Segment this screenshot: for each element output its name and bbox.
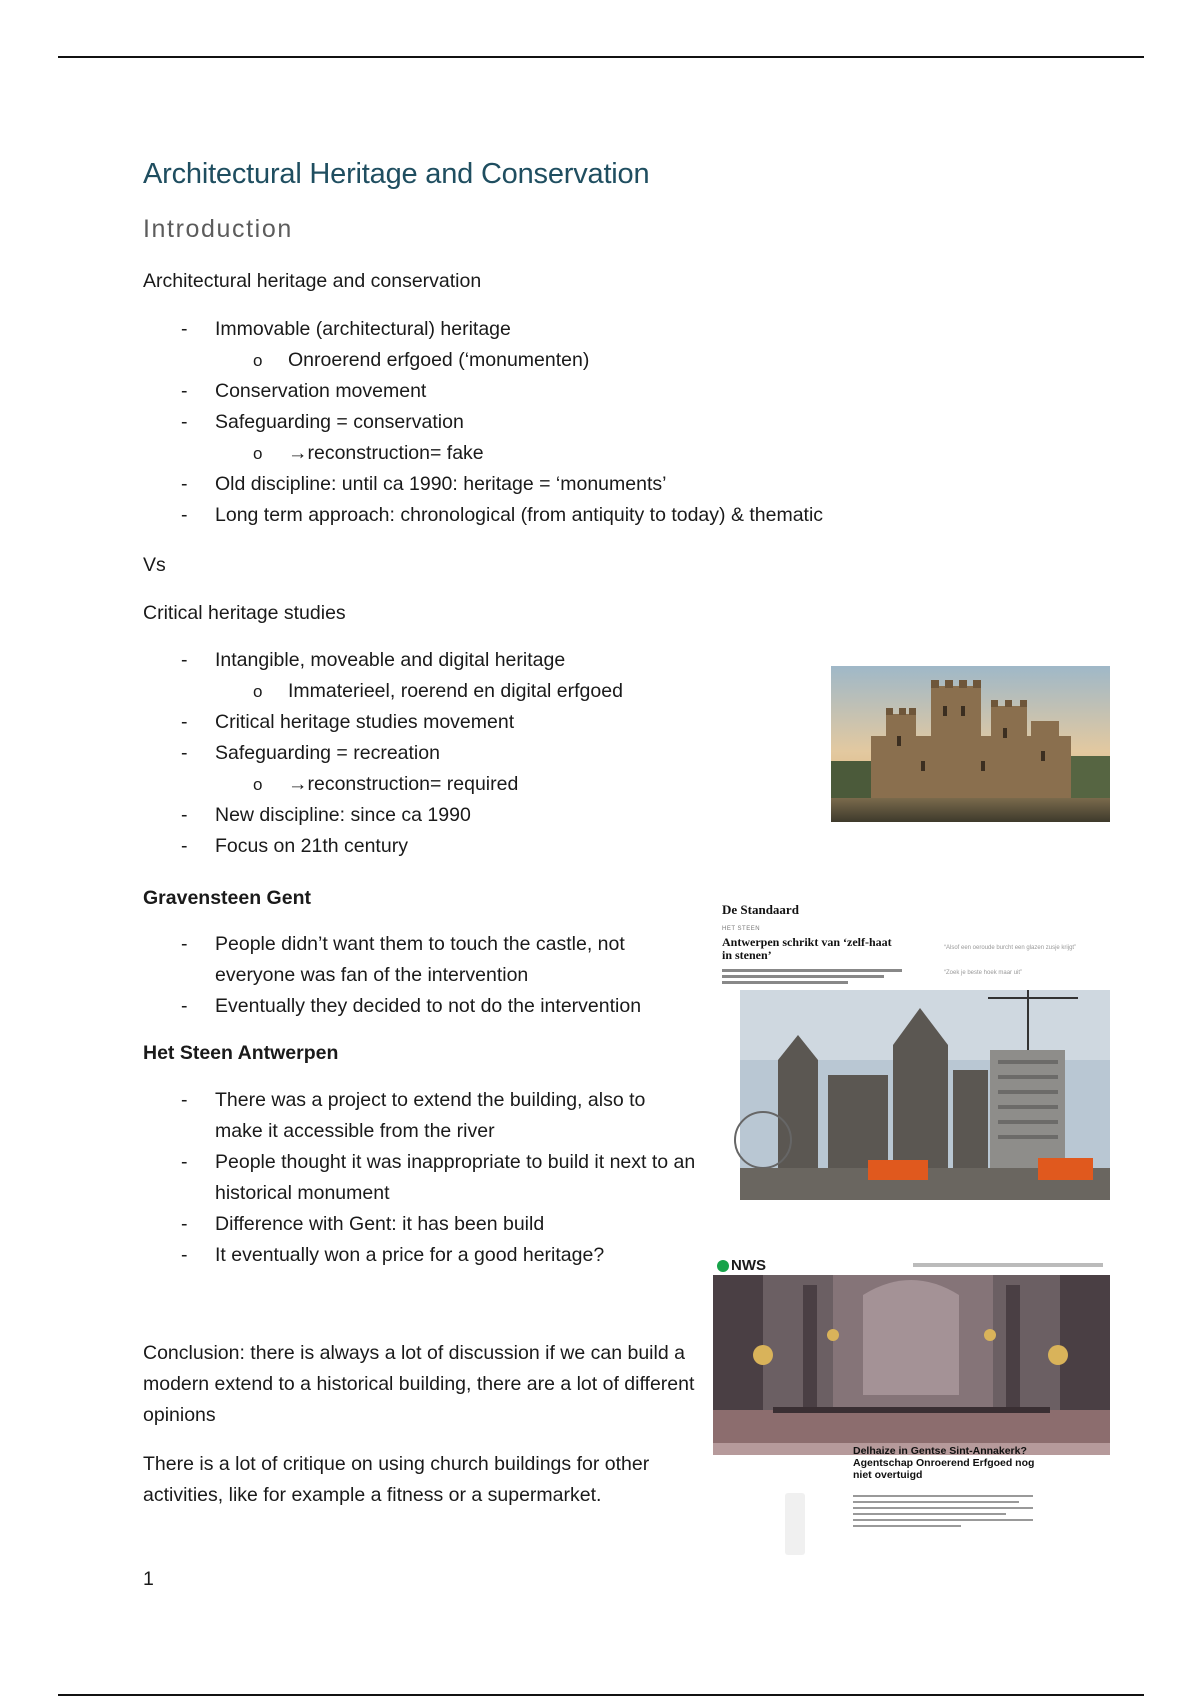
list-item-text: Safeguarding = recreation	[215, 742, 440, 764]
list-item	[143, 707, 823, 738]
bullet-marker: -	[181, 411, 188, 433]
bullet-marker: -	[181, 804, 188, 826]
list-item-text: New discipline: since ca 1990	[215, 804, 471, 826]
list-item-text: Long term approach: chronological (from antiquity to today) & thematic	[215, 504, 824, 526]
nws-share-bar	[785, 1493, 805, 1555]
list-item-text: Conservation movement	[215, 380, 427, 402]
list-item-text: Eventually they decided to not do the intervention	[215, 995, 642, 1017]
list-item-text: It eventually won a price for a good heritage?	[215, 1244, 605, 1266]
bullet-marker: -	[181, 1213, 188, 1235]
section1-list	[143, 314, 1043, 531]
bullet-marker: o	[253, 682, 263, 701]
list-item-text: →reconstruction= fake	[288, 442, 484, 464]
list-item-text: →reconstruction= required	[288, 773, 519, 795]
list-item-text: There was a project to extend the building, also to make it accessible from the river	[215, 1089, 646, 1142]
list-item	[143, 676, 823, 707]
list-item	[143, 991, 698, 1022]
bullet-marker: -	[181, 933, 188, 955]
list-item-text: People thought it was inappropriate to build it next to an historical monument	[215, 1151, 696, 1204]
critique-paragraph: There is a lot of critique on using church buildings for other activities, like for example a fitness or a supermarket.	[143, 1453, 650, 1506]
gravensteen-heading: Gravensteen Gent	[143, 887, 311, 909]
list-item	[143, 438, 1043, 469]
bullet-marker: -	[181, 1089, 188, 1111]
bullet-marker: -	[181, 649, 188, 671]
bullet-marker: -	[181, 1244, 188, 1266]
list-item	[143, 469, 1043, 500]
section2-list	[143, 645, 823, 862]
bullet-marker: -	[181, 318, 188, 340]
nws-nav-bar	[913, 1263, 1103, 1267]
list-item	[143, 831, 823, 862]
header-rule	[58, 56, 1144, 58]
bullet-marker: o	[253, 444, 263, 463]
bullet-marker: -	[181, 995, 188, 1017]
steen-heading: Het Steen Antwerpen	[143, 1042, 339, 1064]
gravensteen-list	[143, 929, 698, 1022]
list-item	[143, 645, 823, 676]
list-item-text: Safeguarding = conservation	[215, 411, 464, 433]
list-item	[143, 769, 823, 800]
list-item-text: Focus on 21th century	[215, 835, 408, 857]
nws-logo-icon	[717, 1260, 729, 1272]
standaard-kicker: HET STEEN	[722, 926, 761, 932]
list-item-text: Critical heritage studies movement	[215, 711, 515, 733]
page-number: 1	[143, 1568, 154, 1590]
bullet-marker: -	[181, 835, 188, 857]
list-item	[143, 407, 1043, 438]
list-item	[143, 738, 823, 769]
document-title: Architectural Heritage and Conservation	[143, 158, 650, 190]
list-item-text: Difference with Gent: it has been build	[215, 1213, 545, 1235]
vs-label: Vs	[143, 554, 166, 576]
nws-logo: NWS	[731, 1257, 766, 1274]
section-subtitle: Introduction	[143, 215, 293, 243]
section2-heading: Critical heritage studies	[143, 602, 346, 624]
list-item	[143, 500, 1043, 531]
bullet-marker: -	[181, 742, 188, 764]
steen-list	[143, 1085, 698, 1271]
nws-article-image	[713, 1255, 1110, 1560]
list-item-text: Immaterieel, roerend en digital erfgoed	[288, 680, 623, 702]
conclusion-paragraph: Conclusion: there is always a lot of discussion if we can build a modern extend to a historical building, there are a lot of different opinions	[143, 1342, 695, 1426]
list-item	[143, 1085, 698, 1147]
list-item	[143, 800, 823, 831]
list-item	[143, 314, 1043, 345]
standaard-article-image	[718, 898, 1110, 1200]
bullet-marker: o	[253, 351, 263, 370]
gravensteen-castle-image	[831, 666, 1110, 822]
list-item-text: Old discipline: until ca 1990: heritage = ‘monuments’	[215, 473, 667, 495]
bullet-marker: -	[181, 1151, 188, 1173]
list-item	[143, 929, 698, 991]
list-item-text: Immovable (architectural) heritage	[215, 318, 511, 340]
bullet-marker: o	[253, 775, 263, 794]
list-item-text: Onroerend erfgoed (‘monumenten)	[288, 349, 590, 371]
list-item-text: People didn’t want them to touch the castle, not everyone was fan of the intervention	[215, 933, 625, 986]
bullet-marker: -	[181, 473, 188, 495]
standaard-headline: Antwerpen schrikt van ‘zelf-haat in stenen’	[722, 935, 892, 962]
standaard-quote-1: “Alsof een oeroude burcht een glazen zusje krijgt”	[944, 945, 1077, 951]
footer-rule	[58, 1694, 1144, 1696]
list-item	[143, 1209, 698, 1240]
bullet-marker: -	[181, 504, 188, 526]
bullet-marker: -	[181, 380, 188, 402]
list-item-text: Intangible, moveable and digital heritage	[215, 649, 566, 671]
standaard-masthead: De Standaard	[722, 902, 799, 917]
section1-heading: Architectural heritage and conservation	[143, 270, 482, 292]
list-item	[143, 345, 1043, 376]
standaard-quote-2: “Zoek je beste hoek maar uit”	[944, 970, 1023, 976]
list-item	[143, 376, 1043, 407]
bullet-marker: -	[181, 711, 188, 733]
nws-headline: Delhaize in Gentse Sint-Annakerk? Agentschap Onroerend Erfgoed nog niet overtuigd	[853, 1445, 1035, 1481]
list-item	[143, 1240, 698, 1271]
list-item	[143, 1147, 698, 1209]
